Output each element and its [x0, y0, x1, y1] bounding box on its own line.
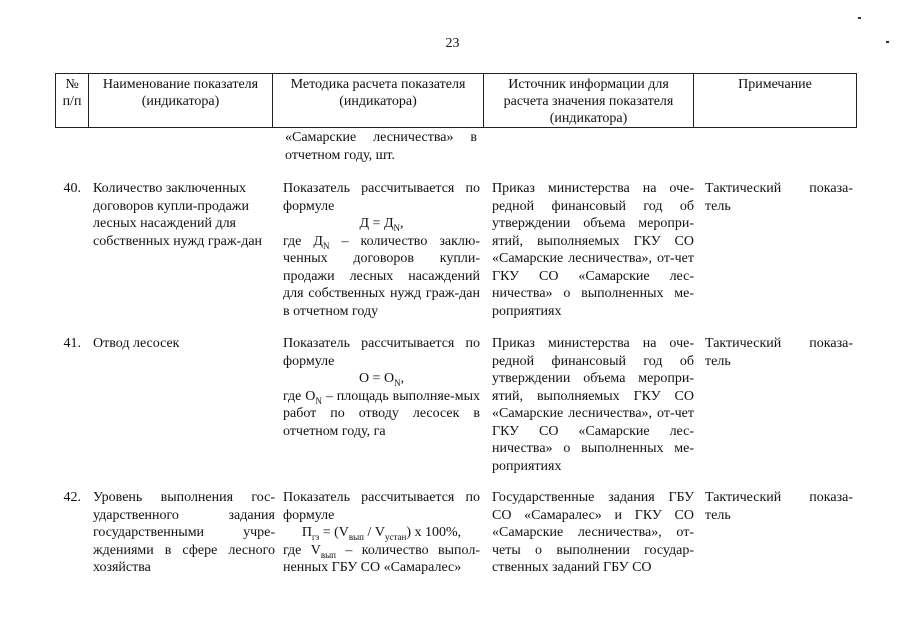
- row-calc-method: [283, 180, 480, 320]
- row-info-source: Приказ министерства на оче-редной финансовый год об утверждении объема меропри-ятий, выполняемых ГКУ СО «Самарские лесничества», от-чет ГКУ СО «Самарские лес-ничества» о выполненных ме-роприятиях: [492, 336, 694, 474]
- row-calc-method: [283, 489, 480, 577]
- row-indicator-name: Количество заключенных договоров купли-продажи лесных насаждений для собственных нужд граж-дан: [93, 181, 263, 249]
- method-definition: где $О_N$ – площадь выполняе-мых работ по отводу лесосек в отчетном году, га: [283, 388, 480, 439]
- method-intro: Показатель рассчитывается по формуле: [283, 181, 480, 214]
- row-number: 42.: [63, 490, 81, 505]
- row-number: 41.: [63, 336, 81, 351]
- header-info-source: Источник информации для расчета значения показателя (индикатора): [484, 74, 694, 128]
- row-indicator-name: Отвод лесосек: [93, 336, 180, 351]
- header-note: Примечание: [694, 74, 857, 128]
- continuation-method: «Самарские лесничества» в отчетном году, шт.: [285, 130, 477, 163]
- formula: $П_{гз} = (V_{вып} / V_{устан})$ x 100%,: [301, 525, 462, 542]
- header-calc-method: Методика расчета показателя (индикатора): [273, 74, 484, 128]
- method-definition: где $Д_N$ – количество заклю-ченных договоров купли-продажи лесных насаждений для собственных нужд граж-дан в отчетном году: [283, 233, 480, 319]
- scan-speck: [858, 17, 861, 19]
- row-note: Тактический показа-тель: [705, 490, 853, 523]
- row-note: Тактический показа-тель: [705, 336, 853, 369]
- method-intro: Показатель рассчитывается по формуле: [283, 336, 480, 369]
- method-intro: Показатель рассчитывается по формуле: [283, 490, 480, 523]
- row-calc-method: [283, 335, 480, 440]
- header-number: № п/п: [56, 74, 89, 128]
- formula: $Д = Д_N$,: [359, 216, 404, 233]
- table-header: [55, 73, 857, 128]
- row-indicator-name: Уровень выполнения гос-ударственного задания государственными учре-ждениями в сфере лесного хозяйства: [93, 490, 275, 575]
- page-number: 23: [445, 36, 460, 51]
- method-definition: где $V_{вып}$ – количество выпол-ненных ГБУ СО «Самаралес»: [283, 542, 480, 575]
- scan-speck: [886, 41, 889, 43]
- row-info-source: Государственные задания ГБУ СО «Самаралес» и ГКУ СО «Самарские лесничества», от-четы о выполнении государ-ственных заданий ГБУ СО: [492, 490, 694, 575]
- row-note: Тактический показа-тель: [705, 181, 853, 214]
- header-indicator-name: Наименование показателя (индикатора): [89, 74, 273, 128]
- formula: $О = О_N$,: [358, 371, 405, 388]
- row-info-source: Приказ министерства на оче-редной финансовый год об утверждении объема меропри-ятий, выполняемых ГКУ СО «Самарские лесничества», от-чет ГКУ СО «Самарские лес-ничества» о выполненных ме-роприятиях: [492, 181, 694, 319]
- row-number: 40.: [63, 181, 81, 196]
